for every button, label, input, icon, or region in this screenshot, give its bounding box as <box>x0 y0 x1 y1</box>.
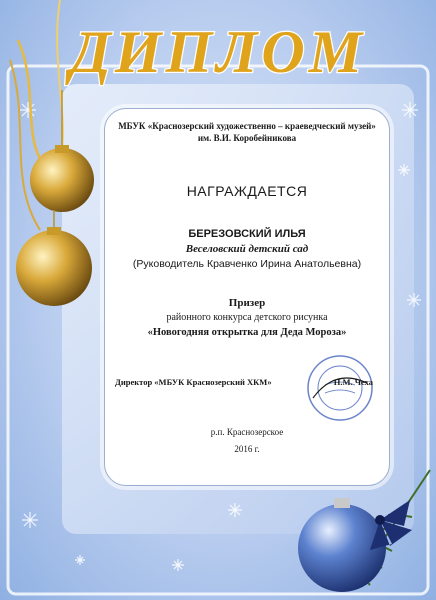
diploma-title-text: ДИПЛОМ <box>69 19 367 85</box>
contest-name: районного конкурса детского рисунка <box>166 312 328 323</box>
diploma-content <box>104 108 390 486</box>
diploma-title <box>0 8 436 88</box>
director-label: Директор «МБУК Краснозерский ХКМ» <box>115 377 272 387</box>
director-name: Н.М. Чеха <box>333 377 373 387</box>
organization-name: МБУК «Краснозерский художественно – краеведческий музей» <box>118 121 376 131</box>
organization-subname: им. В.И. Коробейникова <box>197 133 297 143</box>
award-heading: НАГРАЖДАЕТСЯ <box>186 183 308 199</box>
recipient-name: БЕРЕЗОВСКИЙ ИЛЬЯ <box>188 228 306 240</box>
official-stamp-icon <box>305 353 375 423</box>
recipient-school: Веселовский детский сад <box>185 243 309 255</box>
prize-title: Призер <box>228 297 266 309</box>
issue-city: р.п. Краснозерское <box>210 427 284 437</box>
leader-name: (Руководитель Кравченко Ирина Анатольевна) <box>132 258 362 270</box>
director-signature-line <box>115 377 379 387</box>
work-title: «Новогодняя открытка для Деда Мороза» <box>147 327 347 338</box>
issue-year: 2016 г. <box>234 444 260 454</box>
